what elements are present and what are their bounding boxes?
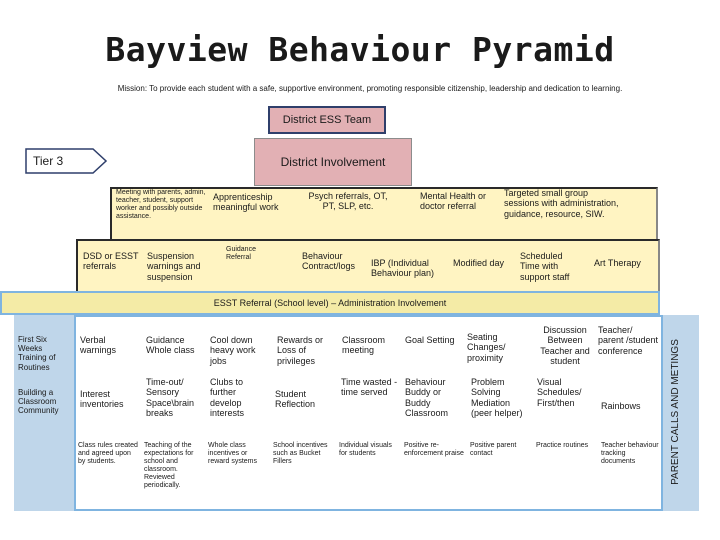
strategy-cell: Behaviour Buddy or Buddy Classroom xyxy=(405,377,449,419)
strategy-cell: Verbal warnings xyxy=(80,335,117,356)
tier3-cell: Behaviour Contract/logs xyxy=(302,251,356,272)
strategy-cell: Positive parent contact xyxy=(470,442,517,458)
strategy-cell: Practice routines xyxy=(536,442,589,449)
district-involvement-label: District Involvement xyxy=(280,155,386,169)
strategy-cell: Discussion Between Teacher and student xyxy=(540,325,590,367)
strategy-cell: Time-out/ Sensory Space\brain breaks xyxy=(146,377,195,419)
strategy-cell: Clubs to further develop interests xyxy=(210,377,245,419)
strategy-cell: Teaching of the expectations for school and classroom. Reviewed periodically. xyxy=(144,442,194,490)
strategy-cell: Interest inventories xyxy=(80,389,124,410)
strategy-cell: Guidance Whole class xyxy=(146,335,195,356)
strategy-cell: Teacher/ parent /student conference xyxy=(598,325,659,356)
district-involvement-box xyxy=(254,138,412,186)
district-ess-team-box xyxy=(268,106,386,134)
strategy-cell: Time wasted -time served xyxy=(341,377,398,398)
strategy-cell: Problem Solving Mediation (peer helper) xyxy=(471,377,523,419)
tier3-cell: Modified day xyxy=(453,258,505,268)
tier3-arrow xyxy=(25,148,107,174)
tier3-cell: Apprenticeship meaningful work xyxy=(213,192,279,213)
strategy-cell: Whole class incentives or reward systems xyxy=(208,442,258,466)
tier3-cell: Scheduled Time with support staff xyxy=(520,251,570,282)
left-col-item: First Six Weeks Training of Routines xyxy=(18,335,56,372)
tier3-cell: Psych referrals, OT, PT, SLP, etc. xyxy=(308,191,388,212)
tier3-cell: Guidance Referral xyxy=(226,246,256,262)
strategy-cell: School incentives such as Bucket Fillers xyxy=(273,442,328,466)
strategy-cell: Visual Schedules/ First/then xyxy=(537,377,582,408)
strategy-cell: Rainbows xyxy=(601,401,641,411)
strategy-cell: Seating Changes/ proximity xyxy=(467,332,506,363)
tier3-cell: Art Therapy xyxy=(594,258,641,268)
tier3-cell: Suspension warnings and suspension xyxy=(147,251,201,282)
esst-referral-label: ESST Referral (School level) – Administration Involvement xyxy=(213,298,447,308)
strategy-cell: Rewards or Loss of privileges xyxy=(277,335,324,366)
strategy-cell: Teacher behaviour tracking documents xyxy=(601,442,659,466)
tier3-cell: DSD or ESST referrals xyxy=(83,251,139,272)
strategy-cell: Goal Setting xyxy=(405,335,455,345)
mission-statement: Mission: To provide each student with a safe, supportive environment, promoting responsible citizenship, leadership and dedication to learning. xyxy=(117,84,623,93)
tier3-cell: IBP (Individual Behaviour plan) xyxy=(371,258,435,279)
strategy-cell: Individual visuals for students xyxy=(339,442,392,458)
tier3-cell: Meeting with parents, admin, teacher, student, support worker and possibly outside assistance. xyxy=(116,189,206,221)
right-column xyxy=(663,315,699,511)
page-title: Bayview Behaviour Pyramid xyxy=(105,30,615,69)
strategy-cell: Student Reflection xyxy=(275,389,316,410)
tier3-label: Tier 3 xyxy=(33,154,64,168)
esst-referral-bar xyxy=(0,291,660,315)
left-col-item: Building a Classroom Community xyxy=(18,388,59,416)
strategy-cell: Positive re-enforcement praise xyxy=(404,442,464,458)
tier3-cell: Targeted small group sessions with administration, guidance, resource, SIW. xyxy=(504,188,619,219)
strategy-cell: Classroom meeting xyxy=(342,335,386,356)
strategy-cell: Class rules created and agreed upon by students. xyxy=(78,442,138,466)
tier3-cell: Mental Health or doctor referral xyxy=(420,191,487,212)
parent-calls-label: PARENT CALLS AND METINGS xyxy=(670,339,681,485)
district-ess-team-label: District ESS Team xyxy=(282,114,372,126)
strategy-cell: Cool down heavy work jobs xyxy=(210,335,256,366)
